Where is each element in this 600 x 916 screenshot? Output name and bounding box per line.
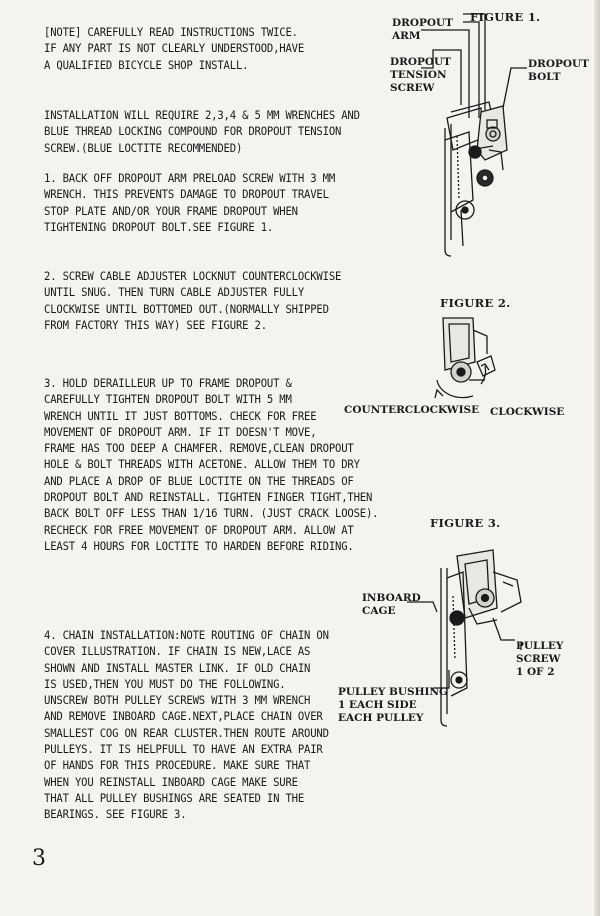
step-4-line: SHOWN AND INSTALL MASTER LINK. IF OLD CHAIN	[44, 660, 311, 675]
clockwise-label: CLOCKWISE	[490, 406, 565, 418]
note-line: IF ANY PART IS NOT CLEARLY UNDERSTOOD,HAVE	[44, 41, 305, 56]
step-4-line: UNSCREW BOTH PULLEY SCREWS WITH 3 MM WRENCH	[44, 693, 311, 708]
step-2-paragraph	[44, 268, 351, 333]
step-4-line: THAT ALL PULLEY BUSHINGS ARE SEATED IN THE	[44, 790, 305, 805]
pulley-screw-label-line: 1 OF 2	[516, 666, 555, 678]
dropout-bolt-label-line: DROPOUT	[528, 58, 589, 70]
step-3-line: MOVEMENT OF DROPOUT ARM. IF IT DOESN'T MOVE,	[44, 424, 317, 439]
counterclockwise-label: COUNTERCLOCKWISE	[344, 404, 480, 416]
step-4-line: OF HANDS FOR THIS PROCEDURE. MAKE SURE THAT	[44, 758, 311, 773]
step-1-line: STOP PLATE AND/OR YOUR FRAME DROPOUT WHEN	[44, 203, 298, 218]
pulley-bushing-label-line: EACH PULLEY	[338, 712, 424, 724]
intro-paragraph	[44, 107, 360, 156]
pulley-bushing-label-line: 1 EACH SIDE	[338, 699, 417, 711]
step-4-line: 4. CHAIN INSTALLATION:NOTE ROUTING OF CHAIN ON	[44, 628, 329, 642]
step-4-line: IS USED,THEN YOU MUST DO THE FOLLOWING.	[44, 676, 286, 691]
figure-1-derailleur-drawing	[385, 0, 595, 270]
dropout-arm-label-line: ARM	[392, 30, 421, 42]
step-3-line: HOLE & BOLT THREADS WITH ACETONE. ALLOW THEM TO DRY	[44, 457, 360, 472]
intro-line: SCREW.(BLUE LOCTITE RECOMMENDED)	[44, 140, 243, 155]
note-line: A QUALIFIED BICYCLE SHOP INSTALL.	[44, 57, 249, 72]
pulley-bushing-label-line: PULLEY BUSHING	[338, 686, 448, 698]
step-1-line: TIGHTENING DROPOUT BOLT.SEE FIGURE 1.	[44, 219, 274, 234]
step-2-line: CLOCKWISE UNTIL BOTTOMED OUT.(NORMALLY SHIPPED	[44, 301, 329, 316]
inboard-cage-label-line: CAGE	[362, 605, 396, 617]
figure-2-cable-adjuster-drawing	[425, 310, 525, 405]
figure-3-title: FIGURE 3.	[430, 516, 501, 530]
step-4-line: COVER ILLUSTRATION. IF CHAIN IS NEW,LACE AS	[44, 644, 311, 659]
step-2-line: FROM FACTORY THIS WAY) SEE FIGURE 2.	[44, 317, 267, 332]
step-4-line: PULLEYS. IT IS HELPFULL TO HAVE AN EXTRA PAIR	[44, 742, 323, 757]
step-3-line: RECHECK FOR FREE MOVEMENT OF DROPOUT ARM. ALLOW AT	[44, 522, 354, 537]
figure-3-pulley-cage-drawing	[405, 538, 545, 743]
tension-screw-label-line: TENSION	[390, 69, 447, 81]
step-2-line: 2. SCREW CABLE ADJUSTER LOCKNUT COUNTERCLOCKWISE	[44, 269, 342, 283]
note-line: [NOTE] CAREFULLY READ INSTRUCTIONS TWICE.	[44, 25, 298, 39]
intro-line: BLUE THREAD LOCKING COMPOUND FOR DROPOUT TENSION	[44, 124, 342, 139]
page-number: 3	[32, 846, 46, 871]
dropout-bolt-label-line: BOLT	[528, 71, 561, 83]
tension-screw-label-line: SCREW	[390, 82, 435, 94]
step-3-line: 3. HOLD DERAILLEUR UP TO FRAME DROPOUT &	[44, 376, 292, 390]
step-3-line: AND PLACE A DROP OF BLUE LOCTITE ON THE THREADS OF	[44, 473, 354, 488]
pulley-screw-label-line: PULLEY	[516, 640, 564, 652]
dropout-arm-label-line: DROPOUT	[392, 17, 453, 29]
figure-1-title: FIGURE 1.	[470, 10, 541, 24]
step-1-line: 1. BACK OFF DROPOUT ARM PRELOAD SCREW WITH 3 MM	[44, 171, 336, 185]
inboard-cage-label-line: INBOARD	[362, 592, 421, 604]
step-4-line: BEARINGS. SEE FIGURE 3.	[44, 807, 187, 822]
step-1-paragraph	[44, 170, 351, 235]
intro-line: INSTALLATION WILL REQUIRE 2,3,4 & 5 MM WRENCHES AND	[44, 108, 360, 122]
step-3-paragraph	[44, 375, 379, 554]
note-paragraph	[44, 24, 351, 73]
step-3-line: BACK BOLT OFF LESS THAN 1/16 TURN. (JUST CRACK LOOSE).	[44, 506, 379, 521]
step-4-line: AND REMOVE INBOARD CAGE.NEXT,PLACE CHAIN OVER	[44, 709, 323, 724]
step-4-paragraph	[44, 627, 351, 823]
step-3-line: CAREFULLY TIGHTEN DROPOUT BOLT WITH 5 MM	[44, 392, 292, 407]
tension-screw-label-line: DROPOUT	[390, 56, 451, 68]
step-4-line: WHEN YOU REINSTALL INBOARD CAGE MAKE SURE	[44, 774, 298, 789]
step-3-line: LEAST 4 HOURS FOR LOCTITE TO HARDEN BEFORE RIDING.	[44, 538, 354, 553]
step-4-line: SMALLEST COG ON REAR CLUSTER.THEN ROUTE AROUND	[44, 725, 329, 740]
step-1-line: WRENCH. THIS PREVENTS DAMAGE TO DROPOUT TRAVEL	[44, 187, 329, 202]
step-2-line: UNTIL SNUG. THEN TURN CABLE ADJUSTER FULLY	[44, 285, 305, 300]
step-3-line: WRENCH UNTIL IT JUST BOTTOMS. CHECK FOR FREE	[44, 408, 317, 423]
step-3-line: FRAME HAS TOO DEEP A CHAMFER. REMOVE,CLEAN DROPOUT	[44, 441, 354, 456]
pulley-screw-label-line: SCREW	[516, 653, 561, 665]
step-3-line: DROPOUT BOLT AND REINSTALL. TIGHTEN FINGER TIGHT,THEN	[44, 490, 373, 505]
figure-2-title: FIGURE 2.	[440, 296, 511, 310]
